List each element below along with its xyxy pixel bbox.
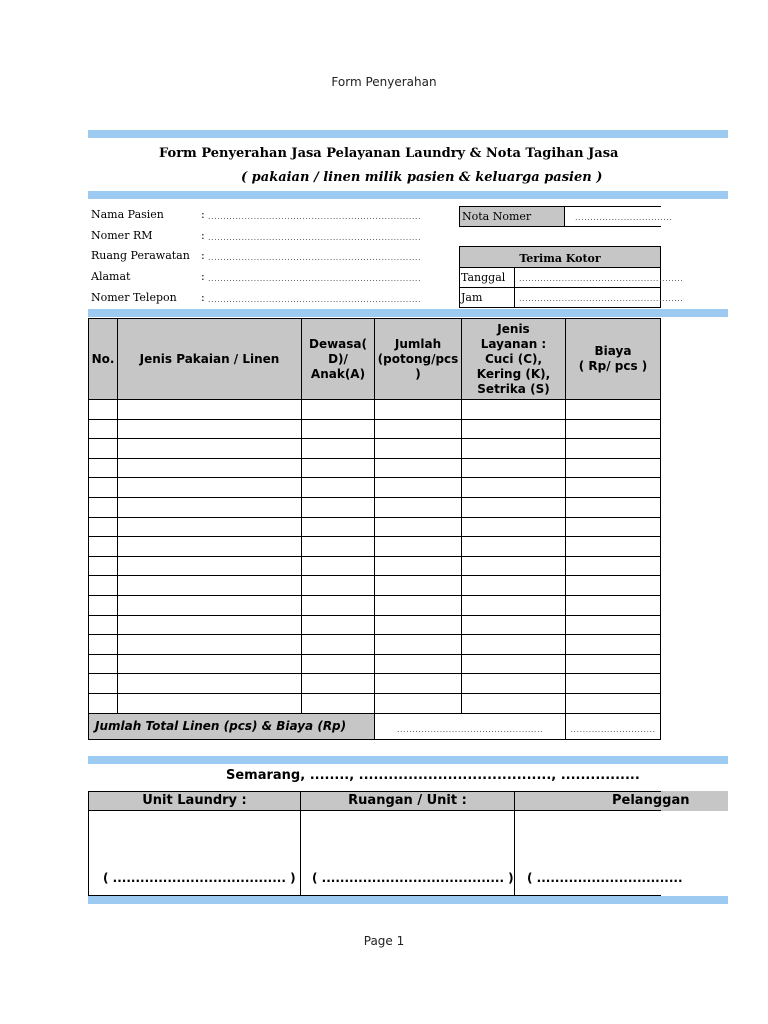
table-row <box>89 576 661 596</box>
nota-label-cell <box>459 206 565 227</box>
cell-jenis[interactable] <box>118 576 302 596</box>
cell-jenis[interactable] <box>118 556 302 576</box>
page-footer: Page 1 <box>363 934 405 948</box>
jam-input[interactable] <box>514 287 684 308</box>
cell-dewasa[interactable] <box>302 556 375 576</box>
table-row <box>89 400 661 420</box>
cell-biaya[interactable] <box>566 615 661 635</box>
field-label: Nomer Telepon <box>91 291 177 304</box>
cell-layanan[interactable] <box>462 693 566 713</box>
cell-jumlah[interactable] <box>375 674 462 694</box>
signature-bottom-bar <box>88 896 728 904</box>
terima-kotor-header <box>459 246 661 268</box>
cell-biaya[interactable] <box>566 458 661 478</box>
cell-layanan[interactable] <box>462 400 566 420</box>
table-row <box>89 556 661 576</box>
cell-biaya[interactable] <box>566 635 661 655</box>
cell-dewasa[interactable] <box>302 439 375 459</box>
col-no: No. <box>89 319 118 400</box>
total-qty-dots: ................................................ <box>396 724 544 734</box>
cell-layanan[interactable] <box>462 595 566 615</box>
cell-jumlah[interactable] <box>375 439 462 459</box>
cell-dewasa[interactable] <box>302 615 375 635</box>
cell-jenis[interactable] <box>118 595 302 615</box>
total-label: Jumlah Total Linen (pcs) & Biaya (Rp) <box>89 713 375 739</box>
tanggal-label: Tanggal <box>461 271 506 284</box>
col-biaya: Biaya ( Rp/ pcs ) <box>566 319 661 400</box>
cell-no[interactable] <box>89 497 118 517</box>
table-row <box>89 615 661 635</box>
tanggal-label-cell <box>459 267 515 288</box>
cell-jenis[interactable] <box>118 458 302 478</box>
field-dots: ...................................................................... <box>208 274 422 283</box>
cell-biaya[interactable] <box>566 478 661 498</box>
cell-no[interactable] <box>89 654 118 674</box>
cell-no[interactable] <box>89 556 118 576</box>
table-row <box>89 517 661 537</box>
cell-no[interactable] <box>89 458 118 478</box>
field-dots: ...................................................................... <box>208 233 422 242</box>
cell-no[interactable] <box>89 537 118 557</box>
cell-layanan[interactable] <box>462 439 566 459</box>
cell-dewasa[interactable] <box>302 576 375 596</box>
col-jumlah: Jumlah (potong/pcs ) <box>375 319 462 400</box>
cell-jumlah[interactable] <box>375 517 462 537</box>
tanggal-dots: ...................................................... <box>519 274 684 283</box>
cell-jumlah[interactable] <box>375 478 462 498</box>
linen-table <box>88 318 661 740</box>
page-header: Form Penyerahan <box>331 75 437 89</box>
table-row <box>89 419 661 439</box>
cell-dewasa[interactable] <box>302 517 375 537</box>
cell-layanan[interactable] <box>462 556 566 576</box>
cell-biaya[interactable] <box>566 517 661 537</box>
cell-no[interactable] <box>89 478 118 498</box>
cell-jumlah[interactable] <box>375 419 462 439</box>
cell-dewasa[interactable] <box>302 654 375 674</box>
table-row <box>89 458 661 478</box>
sig-box-pelanggan[interactable] <box>514 810 683 896</box>
cell-biaya[interactable] <box>566 400 661 420</box>
cell-no[interactable] <box>89 439 118 459</box>
cell-biaya[interactable] <box>566 556 661 576</box>
cell-jumlah[interactable] <box>375 576 462 596</box>
cell-jenis[interactable] <box>118 674 302 694</box>
nota-input[interactable] <box>564 206 673 227</box>
table-row <box>89 654 661 674</box>
cell-jumlah[interactable] <box>375 497 462 517</box>
field-colon: : <box>201 249 205 262</box>
cell-jumlah[interactable] <box>375 595 462 615</box>
total-row <box>89 713 661 739</box>
field-label: Nomer RM <box>91 229 153 242</box>
cell-jumlah[interactable] <box>375 458 462 478</box>
sig-box-laundry[interactable] <box>88 810 301 896</box>
cell-dewasa[interactable] <box>302 595 375 615</box>
cell-dewasa[interactable] <box>302 693 375 713</box>
field-colon: : <box>201 208 205 221</box>
field-colon: : <box>201 270 205 283</box>
cell-jenis[interactable] <box>118 615 302 635</box>
cell-dewasa[interactable] <box>302 458 375 478</box>
table-body <box>89 400 661 714</box>
table-row <box>89 497 661 517</box>
cell-biaya[interactable] <box>566 674 661 694</box>
sig-heading-pelanggan: Pelanggan <box>514 791 661 811</box>
cell-jumlah[interactable] <box>375 556 462 576</box>
cell-no[interactable] <box>89 693 118 713</box>
table-bottom-bar <box>88 756 728 764</box>
cell-jenis[interactable] <box>118 517 302 537</box>
cell-jumlah[interactable] <box>375 400 462 420</box>
terima-kotor-title: Terima Kotor <box>519 252 601 265</box>
cell-jenis[interactable] <box>118 635 302 655</box>
cell-jumlah[interactable] <box>375 615 462 635</box>
title-top-bar <box>88 130 728 138</box>
cell-jumlah[interactable] <box>375 693 462 713</box>
place-date: Semarang, ........, ......................................., ................ <box>226 768 640 783</box>
cell-layanan[interactable] <box>462 517 566 537</box>
cell-jumlah[interactable] <box>375 635 462 655</box>
cell-jenis[interactable] <box>118 497 302 517</box>
cell-no[interactable] <box>89 517 118 537</box>
sig-line-pelanggan: ( ................................ <box>527 871 683 885</box>
cell-layanan[interactable] <box>462 537 566 557</box>
cell-layanan[interactable] <box>462 615 566 635</box>
field-dots: ...................................................................... <box>208 212 422 221</box>
field-dots: ...................................................................... <box>208 253 422 262</box>
cell-layanan[interactable] <box>462 635 566 655</box>
jam-label-cell <box>459 287 515 308</box>
cell-biaya[interactable] <box>566 537 661 557</box>
cell-dewasa[interactable] <box>302 635 375 655</box>
field-label: Alamat <box>91 270 131 283</box>
cell-jumlah[interactable] <box>375 654 462 674</box>
cell-dewasa[interactable] <box>302 497 375 517</box>
cell-layanan[interactable] <box>462 419 566 439</box>
cell-layanan[interactable] <box>462 654 566 674</box>
cell-dewasa[interactable] <box>302 400 375 420</box>
sig-heading-ruangan: Ruangan / Unit : <box>300 791 515 811</box>
cell-jenis[interactable] <box>118 419 302 439</box>
cell-dewasa[interactable] <box>302 674 375 694</box>
cell-layanan[interactable] <box>462 458 566 478</box>
jam-label: Jam <box>461 291 483 304</box>
total-cost-cell[interactable] <box>566 713 661 739</box>
col-jenis: Jenis Pakaian / Linen <box>118 319 302 400</box>
field-colon: : <box>201 229 205 242</box>
field-colon: : <box>201 291 205 304</box>
cell-no[interactable] <box>89 635 118 655</box>
table-row <box>89 674 661 694</box>
cell-jenis[interactable] <box>118 654 302 674</box>
table-row <box>89 635 661 655</box>
tanggal-input[interactable] <box>514 267 684 288</box>
table-top-bar <box>88 309 728 317</box>
sig-heading-laundry: Unit Laundry : <box>88 791 301 811</box>
cell-no[interactable] <box>89 615 118 635</box>
table-row <box>89 537 661 557</box>
cell-no[interactable] <box>89 419 118 439</box>
cell-jenis[interactable] <box>118 400 302 420</box>
col-layanan: Jenis Layanan : Cuci (C), Kering (K), Setrika (S) <box>462 319 566 400</box>
cell-layanan[interactable] <box>462 576 566 596</box>
table-row <box>89 693 661 713</box>
cell-layanan[interactable] <box>462 497 566 517</box>
cell-biaya[interactable] <box>566 693 661 713</box>
table-header-row <box>89 319 661 400</box>
cell-jenis[interactable] <box>118 693 302 713</box>
jam-dots: ...................................................... <box>519 294 684 303</box>
cell-biaya[interactable] <box>566 654 661 674</box>
cell-no[interactable] <box>89 400 118 420</box>
cell-jenis[interactable] <box>118 537 302 557</box>
cell-dewasa[interactable] <box>302 537 375 557</box>
table-row <box>89 478 661 498</box>
cell-dewasa[interactable] <box>302 419 375 439</box>
cell-no[interactable] <box>89 674 118 694</box>
total-cost-dots: ............................ <box>570 724 656 734</box>
total-qty-cell[interactable] <box>375 713 566 739</box>
cell-jenis[interactable] <box>118 478 302 498</box>
cell-biaya[interactable] <box>566 439 661 459</box>
table-row <box>89 439 661 459</box>
cell-jumlah[interactable] <box>375 537 462 557</box>
nota-label: Nota Nomer <box>462 210 532 223</box>
field-dots: ...................................................................... <box>208 295 422 304</box>
form-subtitle: ( pakaian / linen milik pasien & keluarga pasien ) <box>241 170 603 185</box>
field-label: Ruang Perawatan <box>91 249 190 262</box>
cell-jenis[interactable] <box>118 439 302 459</box>
sig-box-ruangan[interactable] <box>300 810 515 896</box>
cell-biaya[interactable] <box>566 576 661 596</box>
form-title: Form Penyerahan Jasa Pelayanan Laundry & Nota Tagihan Jasa <box>159 146 619 161</box>
sig-line-ruangan: ( ........................................ ) <box>312 871 514 885</box>
col-dewasa: Dewasa( D)/ Anak(A) <box>302 319 375 400</box>
nota-dots: ................................ <box>575 213 673 222</box>
cell-biaya[interactable] <box>566 595 661 615</box>
title-bottom-bar <box>88 191 728 199</box>
cell-biaya[interactable] <box>566 419 661 439</box>
sig-line-laundry: ( ...................................... ) <box>103 871 296 885</box>
table-row <box>89 595 661 615</box>
cell-no[interactable] <box>89 595 118 615</box>
cell-layanan[interactable] <box>462 674 566 694</box>
cell-dewasa[interactable] <box>302 478 375 498</box>
cell-layanan[interactable] <box>462 478 566 498</box>
cell-no[interactable] <box>89 576 118 596</box>
field-label: Nama Pasien <box>91 208 164 221</box>
cell-biaya[interactable] <box>566 497 661 517</box>
